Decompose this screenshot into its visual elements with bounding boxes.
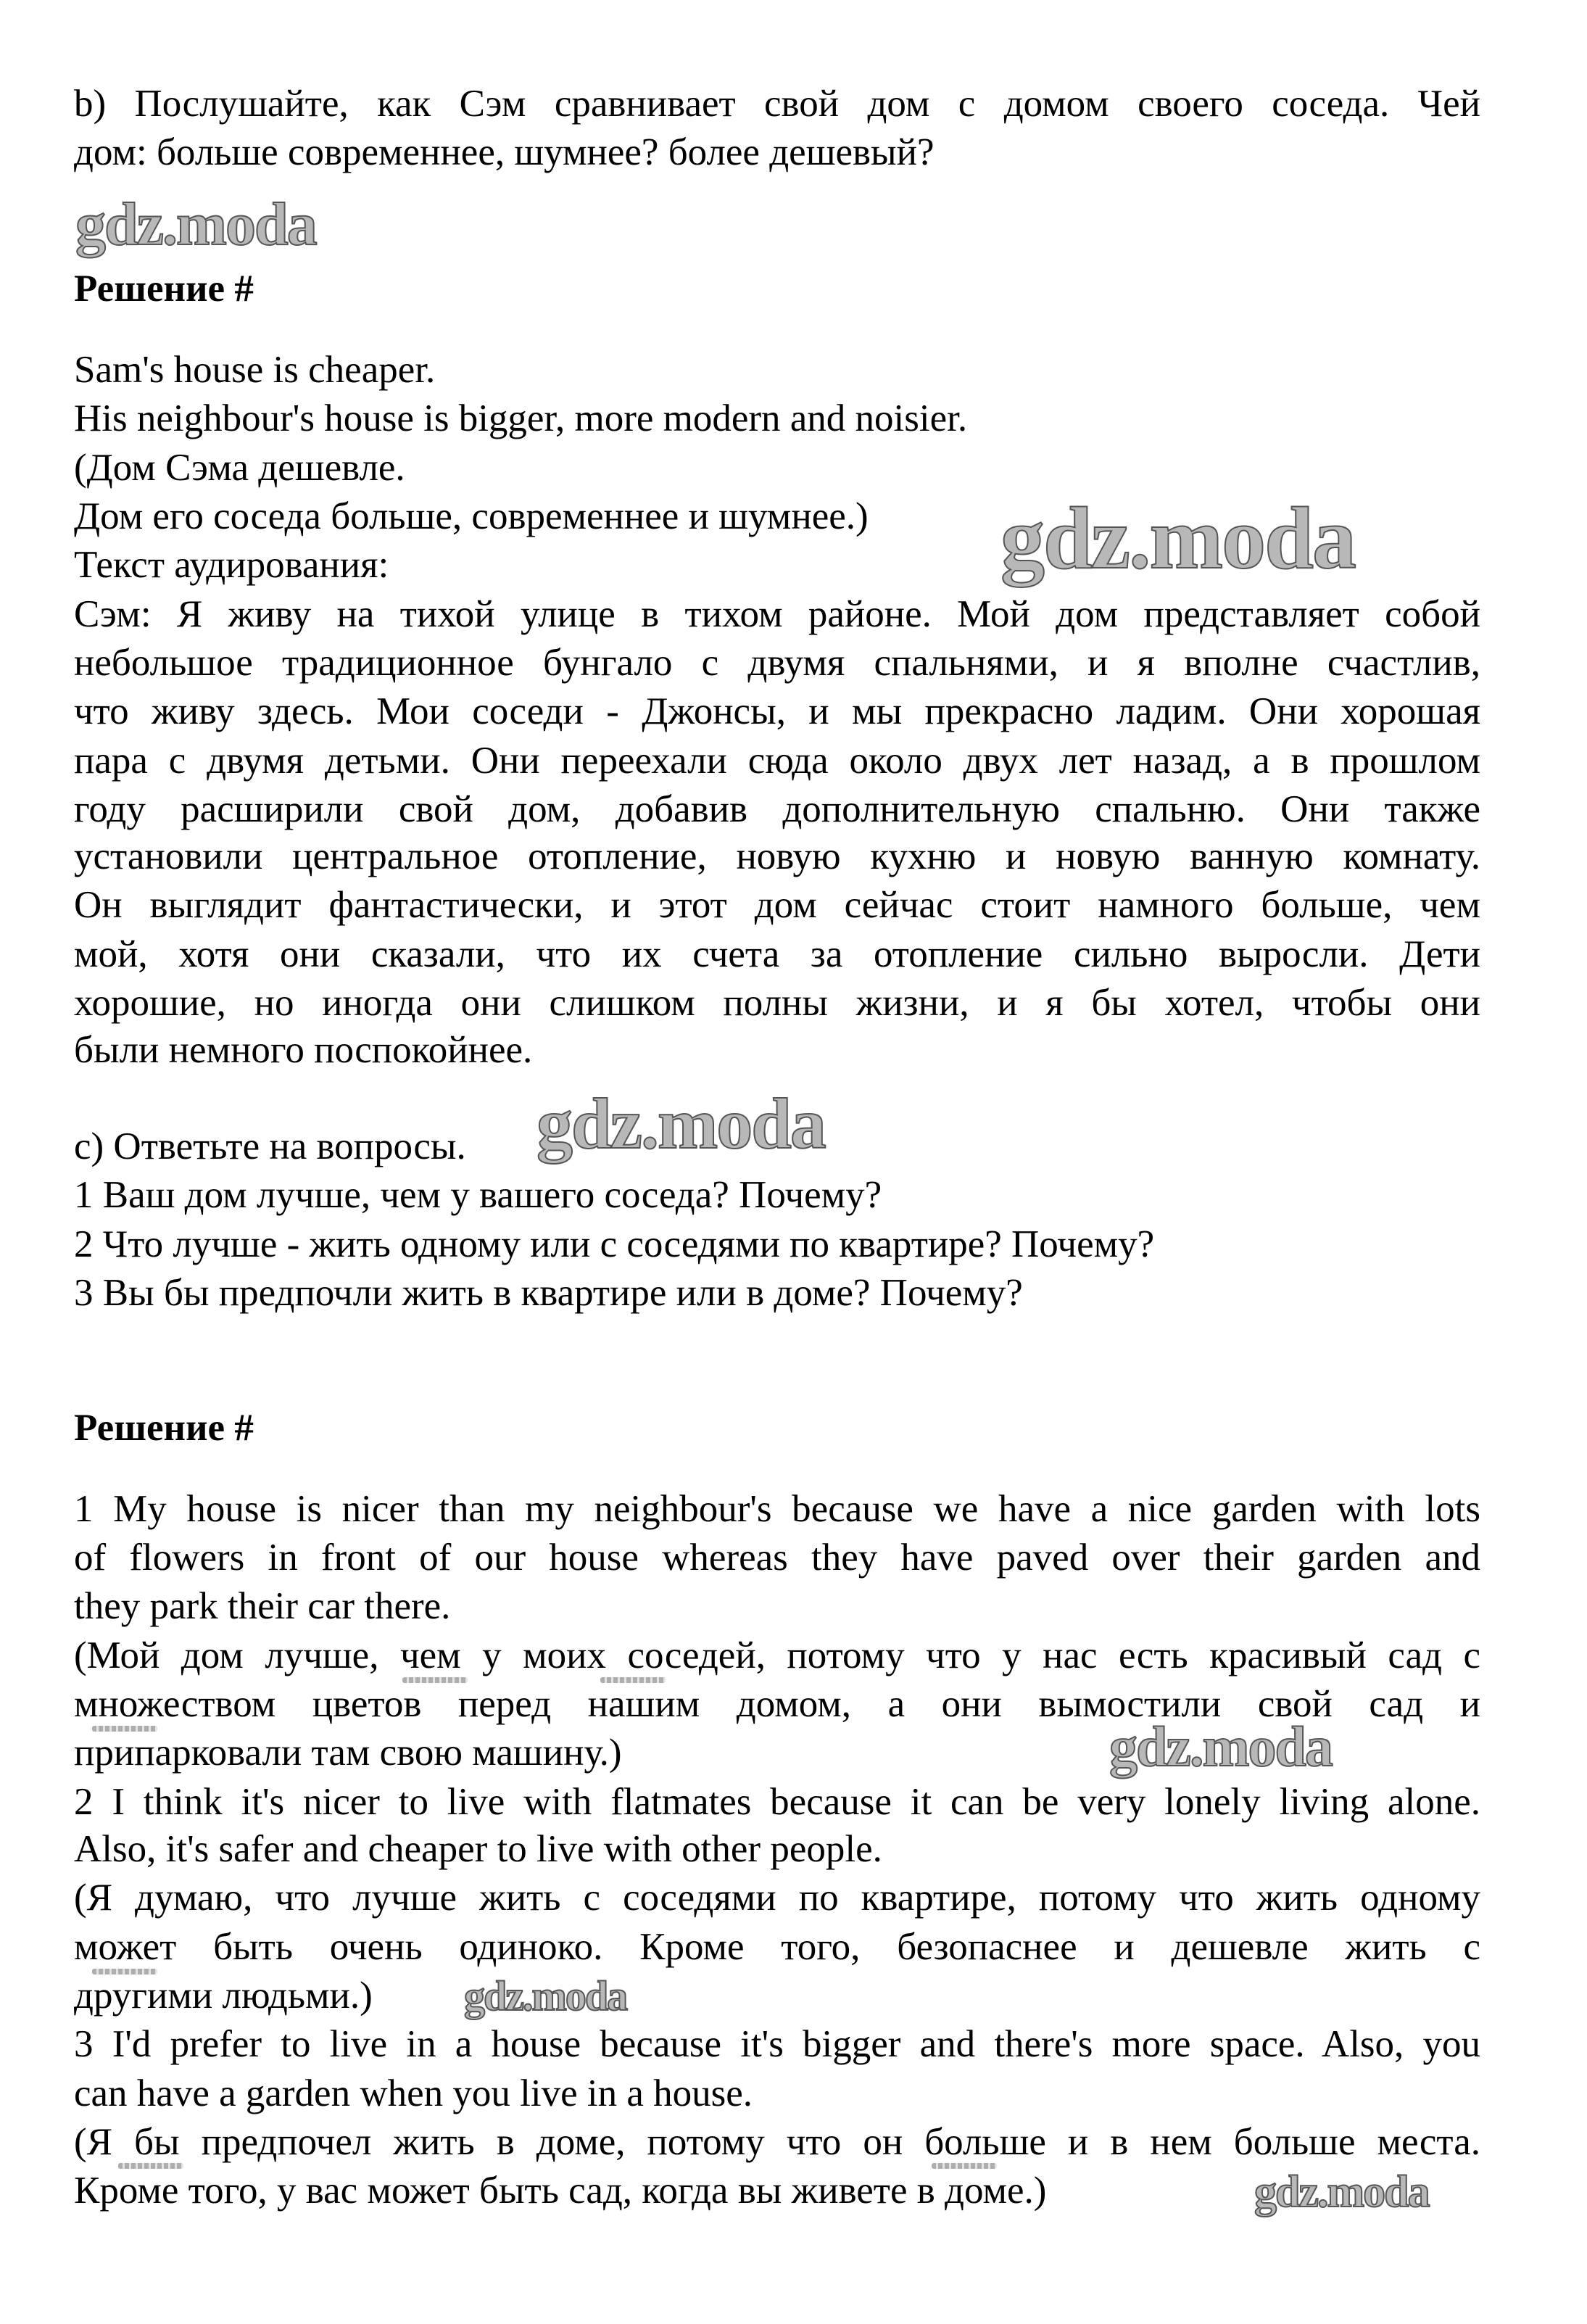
transcript-line: были немного поспокойнее. bbox=[74, 1029, 533, 1071]
solution-heading: Решение # bbox=[74, 268, 254, 310]
watermark-small bbox=[932, 2163, 997, 2169]
task-c-question: 3 Вы бы предпочли жить в квартире или в доме? Почему? bbox=[74, 1272, 1023, 1314]
answer-c-line: 3 I'd prefer to live in a house because it's bigger and there's more space. Also, you bbox=[74, 2023, 1480, 2065]
transcript-line: установили центральное отопление, новую кухню и новую ванную комнату. bbox=[74, 835, 1480, 877]
watermark-small bbox=[600, 1677, 666, 1683]
answer-c-line: (Я думаю, что лучше жить с соседями по квартире, потому что жить одному bbox=[74, 1877, 1480, 1919]
task-b-line: b) Послушайте, как Сэм сравнивает свой дом с домом своего соседа. Чей bbox=[74, 83, 1480, 125]
watermark-logo: gdz.moda bbox=[464, 1972, 627, 2019]
answer-c-line: Also, it's safer and cheaper to live with other people. bbox=[74, 1828, 882, 1870]
task-c-question: 2 Что лучше - жить одному или с соседями по квартире? Почему? bbox=[74, 1223, 1155, 1265]
watermark-logo: gdz.moda bbox=[536, 1083, 825, 1164]
answer-c-line: может быть очень одиноко. Кроме того, безопаснее и дешевле жить с bbox=[74, 1926, 1480, 1968]
answer-c-line: другими людьми.) bbox=[74, 1974, 373, 2017]
task-c-question: 1 Ваш дом лучше, чем у вашего соседа? Почему? bbox=[74, 1174, 882, 1216]
transcript-line: Он выглядит фантастически, и этот дом сейчас стоит намного больше, чем bbox=[74, 884, 1480, 926]
watermark-small bbox=[402, 1677, 468, 1683]
transcript-line: Сэм: Я живу на тихой улице в тихом районе. Мой дом представляет собой bbox=[74, 593, 1480, 635]
transcript-heading: Текст аудирования: bbox=[74, 544, 389, 586]
answer-c-line: (Мой дом лучше, чем у моих соседей, потому что у нас есть красивый сад с bbox=[74, 1634, 1480, 1676]
watermark-logo: gdz.moda bbox=[1000, 489, 1355, 587]
answer-b-line: (Дом Сэма дешевле. bbox=[74, 447, 405, 489]
watermark-logo: gdz.moda bbox=[1254, 2167, 1429, 2217]
answer-c-line: Кроме того, у вас может быть сад, когда вы живете в доме.) bbox=[74, 2170, 1047, 2212]
task-b-line: дом: больше современнее, шумнее? более дешевый? bbox=[74, 131, 935, 173]
answer-c-line: (Я бы предпочел жить в доме, потому что он больше и в нем больше места. bbox=[74, 2121, 1480, 2163]
answer-b-line: Sam's house is cheaper. bbox=[74, 349, 436, 391]
answer-c-line: 2 I think it's nicer to live with flatmates because it can be very lonely living alone. bbox=[74, 1781, 1480, 1823]
watermark-small bbox=[92, 1726, 157, 1732]
watermark-logo: gdz.moda bbox=[75, 191, 316, 258]
task-c-line: c) Ответьте на вопросы. bbox=[74, 1125, 466, 1167]
answer-c-line: can have a garden when you live in a house. bbox=[74, 2072, 753, 2114]
watermark-logo: gdz.moda bbox=[1109, 1715, 1332, 1778]
transcript-line: что живу здесь. Мои соседи - Джонсы, и мы прекрасно ладим. Они хорошая bbox=[74, 690, 1480, 732]
watermark-small bbox=[118, 2163, 183, 2169]
transcript-line: пара с двумя детьми. Они переехали сюда около двух лет назад, а в прошлом bbox=[74, 740, 1480, 782]
watermark-small bbox=[92, 1969, 157, 1974]
answer-c-line: they park their car there. bbox=[74, 1585, 451, 1627]
answer-c-line: припарковали там свою машину.) bbox=[74, 1732, 622, 1774]
answer-b-line: Дом его соседа больше, современнее и шумнее.) bbox=[74, 495, 869, 537]
transcript-line: небольшое традиционное бунгало с двумя спальнями, и я вполне счастлив, bbox=[74, 642, 1480, 684]
transcript-line: мой, хотя они сказали, что их счета за отопление сильно выросли. Дети bbox=[74, 933, 1480, 975]
answer-c-line: множеством цветов перед нашим домом, а они вымостили свой сад и bbox=[74, 1683, 1480, 1725]
answer-b-line: His neighbour's house is bigger, more modern and noisier. bbox=[74, 397, 968, 439]
transcript-line: хорошие, но иногда они слишком полны жизни, и я бы хотел, чтобы они bbox=[74, 982, 1480, 1024]
answer-c-line: of flowers in front of our house whereas they have paved over their garden and bbox=[74, 1537, 1480, 1579]
solution-heading: Решение # bbox=[74, 1407, 254, 1449]
answer-c-line: 1 My house is nicer than my neighbour's because we have a nice garden with lots bbox=[74, 1488, 1480, 1530]
transcript-line: году расширили свой дом, добавив дополнительную спальню. Они также bbox=[74, 788, 1480, 830]
